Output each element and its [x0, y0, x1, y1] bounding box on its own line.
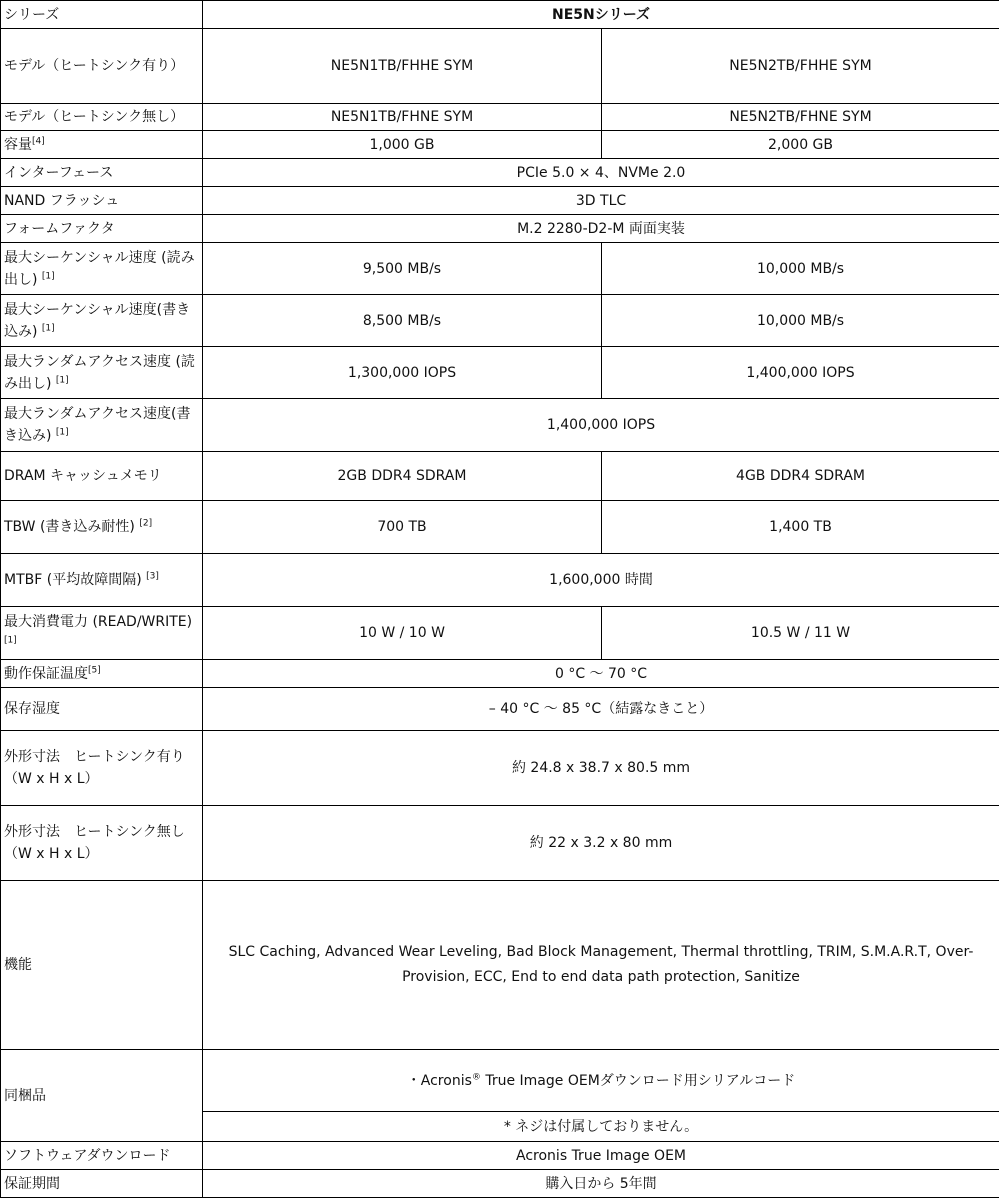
seq-write-2tb: 10,000 MB/s — [602, 295, 999, 347]
row-seq-write — [1, 295, 999, 347]
mtbf-label: MTBF (平均故障間隔) — [4, 572, 142, 588]
seq-write-note: [1] — [41, 322, 55, 333]
storage-humidity-label: 保存湿度 — [1, 688, 203, 731]
row-dram — [1, 452, 999, 501]
row-seq-read — [1, 243, 999, 295]
dim-hs-value: 約 24.8 x 38.7 x 80.5 mm — [203, 731, 999, 806]
model-nohs-2tb: NE5N2TB/FHNE SYM — [602, 104, 999, 131]
mtbf-value: 1,600,000 時間 — [203, 554, 999, 607]
row-storage-humidity — [1, 688, 999, 731]
series-label: シリーズ — [1, 1, 203, 29]
rand-read-2tb: 1,400,000 IOPS — [602, 347, 999, 399]
power-2tb: 10.5 W / 11 W — [602, 607, 999, 660]
row-software — [1, 1142, 999, 1170]
dram-1tb: 2GB DDR4 SDRAM — [203, 452, 602, 501]
row-mtbf — [1, 554, 999, 607]
form-label: フォームファクタ — [1, 215, 203, 243]
row-form-factor — [1, 215, 999, 243]
warranty-label: 保証期間 — [1, 1170, 203, 1198]
seq-read-note: [1] — [41, 270, 55, 281]
bundle-item-pre: ・Acronis — [406, 1072, 472, 1089]
model-nohs-1tb: NE5N1TB/FHNE SYM — [203, 104, 602, 131]
seq-read-label-cell — [1, 243, 203, 295]
op-temp-note: [5] — [88, 664, 101, 675]
tbw-1tb: 700 TB — [203, 501, 602, 554]
rand-read-note: [1] — [55, 374, 69, 385]
row-nand — [1, 187, 999, 215]
row-tbw — [1, 501, 999, 554]
rand-write-label: 最大ランダムアクセス速度(書き込み) — [4, 406, 191, 444]
seq-write-1tb: 8,500 MB/s — [203, 295, 602, 347]
seq-read-1tb: 9,500 MB/s — [203, 243, 602, 295]
mtbf-note: [3] — [146, 571, 159, 582]
rand-read-label-cell — [1, 347, 203, 399]
bundle-item-post: True Image OEMダウンロード用シリアルコード — [480, 1072, 796, 1089]
row-model-no-heatsink — [1, 104, 999, 131]
interface-label: インターフェース — [1, 159, 203, 187]
power-note: [1] — [4, 635, 17, 646]
row-op-temp — [1, 660, 999, 688]
software-label: ソフトウェアダウンロード — [1, 1142, 203, 1170]
tbw-2tb: 1,400 TB — [602, 501, 999, 554]
rand-read-label: 最大ランダムアクセス速度 (読み出し) — [4, 353, 195, 392]
capacity-1tb: 1,000 GB — [203, 131, 602, 159]
features-label: 機能 — [1, 881, 203, 1050]
interface-value: PCIe 5.0 × 4、NVMe 2.0 — [203, 159, 999, 187]
seq-read-label: 最大シーケンシャル速度 (読み出し) — [4, 249, 195, 288]
rand-write-label-cell — [1, 399, 203, 452]
features-value: SLC Caching, Advanced Wear Leveling, Bad Block Management, Thermal throttling, TRIM, S.M.A.R.T, Over-Provision, ECC, End to end data path protection, Sanitize — [203, 881, 999, 1050]
op-temp-label-cell — [1, 660, 203, 688]
seq-write-label: 最大シーケンシャル速度(書き込み) — [4, 301, 191, 340]
row-power — [1, 607, 999, 660]
dim-hs-label: 外形寸法 ヒートシンク有り（W x H x L） — [1, 731, 203, 806]
row-series — [1, 1, 999, 29]
nand-label: NAND フラッシュ — [1, 187, 203, 215]
power-1tb: 10 W / 10 W — [203, 607, 602, 660]
op-temp-label: 動作保証温度 — [4, 665, 88, 682]
power-label: 最大消費電力 (READ/WRITE) — [4, 614, 193, 630]
row-capacity — [1, 131, 999, 159]
seq-write-label-cell — [1, 295, 203, 347]
row-interface — [1, 159, 999, 187]
row-rand-write — [1, 399, 999, 452]
row-warranty — [1, 1170, 999, 1198]
capacity-note: [4] — [32, 135, 45, 146]
model-hs-2tb: NE5N2TB/FHHE SYM — [602, 29, 999, 104]
model-hs-label: モデル（ヒートシンク有り） — [1, 29, 203, 104]
form-value: M.2 2280-D2-M 両面実装 — [203, 215, 999, 243]
rand-write-note: [1] — [55, 427, 69, 438]
capacity-label: 容量 — [4, 136, 32, 153]
model-hs-1tb: NE5N1TB/FHHE SYM — [203, 29, 602, 104]
row-rand-read — [1, 347, 999, 399]
dram-label: DRAM キャッシュメモリ — [1, 452, 203, 501]
row-dim-heatsink — [1, 731, 999, 806]
tbw-label: TBW (書き込み耐性) — [4, 519, 135, 535]
rand-write-value: 1,400,000 IOPS — [203, 399, 999, 452]
power-label-cell — [1, 607, 203, 660]
warranty-value: 購入日から 5年間 — [203, 1170, 999, 1198]
tbw-label-cell — [1, 501, 203, 554]
storage-humidity-value: – 40 °C 〜 85 °C（結露なきこと） — [203, 688, 999, 731]
row-features — [1, 881, 999, 1050]
op-temp-value: 0 °C 〜 70 °C — [203, 660, 999, 688]
capacity-2tb: 2,000 GB — [602, 131, 999, 159]
nand-value: 3D TLC — [203, 187, 999, 215]
rand-read-1tb: 1,300,000 IOPS — [203, 347, 602, 399]
row-dim-no-heatsink — [1, 806, 999, 881]
bundle-label: 同梱品 — [1, 1050, 203, 1142]
dim-nohs-value: 約 22 x 3.2 x 80 mm — [203, 806, 999, 881]
seq-read-2tb: 10,000 MB/s — [602, 243, 999, 295]
row-bundle — [1, 1050, 999, 1112]
mtbf-label-cell — [1, 554, 203, 607]
bundle-item — [203, 1050, 999, 1112]
software-value: Acronis True Image OEM — [203, 1142, 999, 1170]
capacity-label-cell — [1, 131, 203, 159]
dim-nohs-label: 外形寸法 ヒートシンク無し（W x H x L） — [1, 806, 203, 881]
series-value: NE5Nシリーズ — [203, 1, 999, 29]
registered-mark: ® — [471, 1071, 481, 1082]
row-model-heatsink — [1, 29, 999, 104]
model-nohs-label: モデル（ヒートシンク無し） — [1, 104, 203, 131]
tbw-note: [2] — [139, 518, 153, 529]
bundle-note: * ネジは付属しておりません。 — [203, 1112, 999, 1142]
dram-2tb: 4GB DDR4 SDRAM — [602, 452, 999, 501]
